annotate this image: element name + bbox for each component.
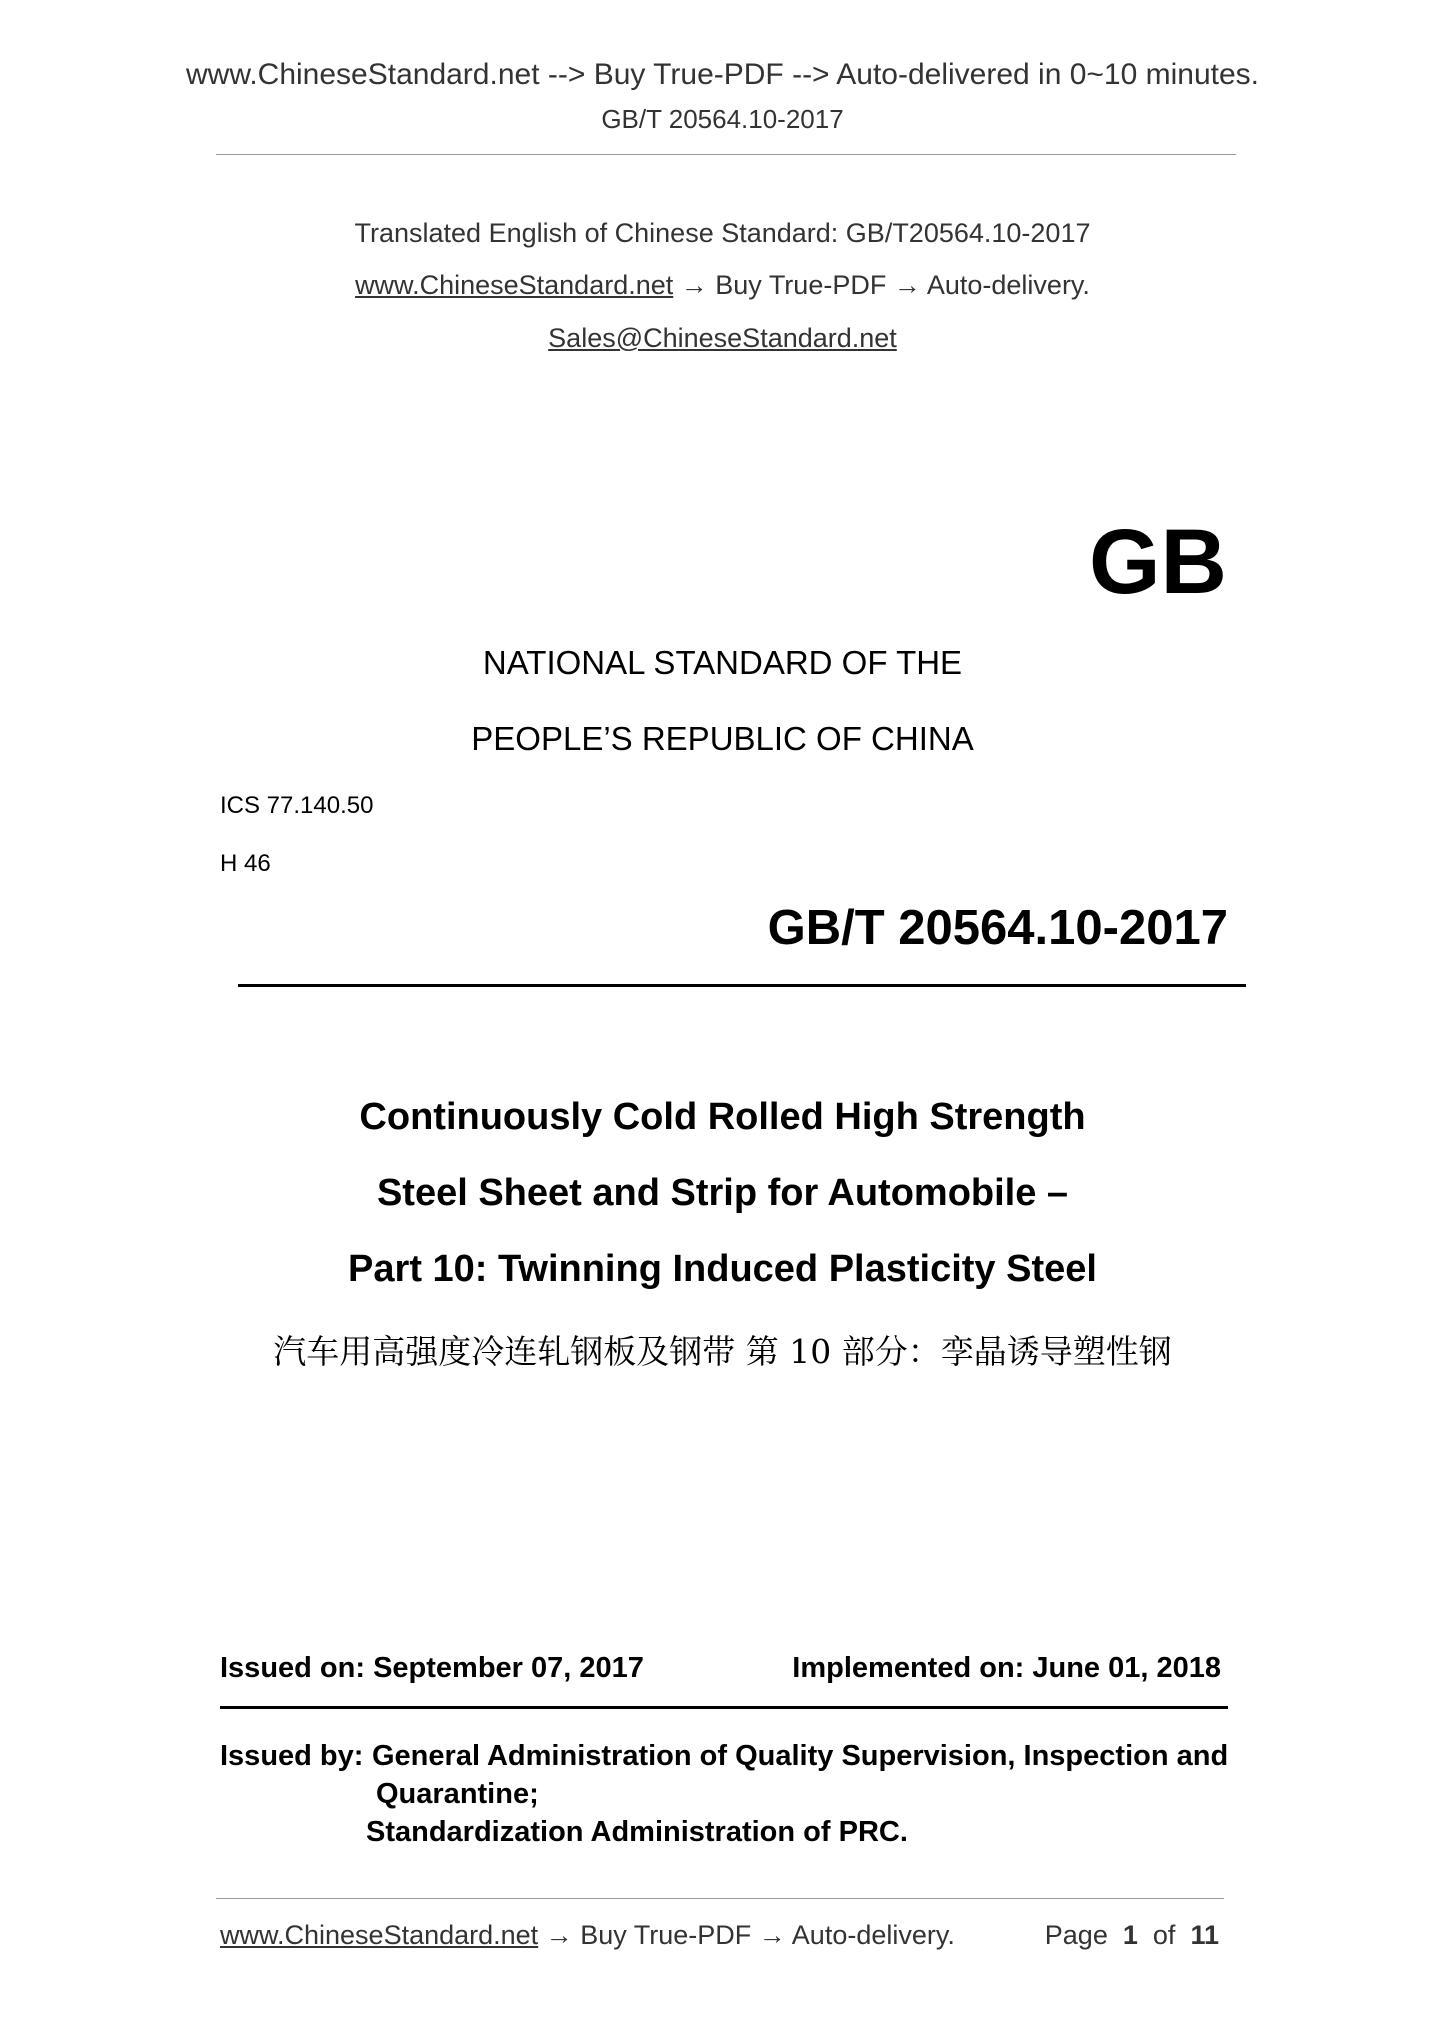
arrow-right-icon: → — [893, 270, 921, 300]
title-line-3: Part 10: Twinning Induced Plasticity Steel — [348, 1248, 1097, 1290]
buy-true-pdf-text: Buy True-PDF — [715, 270, 887, 300]
title-chinese: 汽车用高强度冷连轧钢板及钢带 第 10 部分：孪晶诱导塑性钢 — [273, 1332, 1172, 1371]
national-standard-line-2: PEOPLE’S REPUBLIC OF CHINA — [471, 720, 974, 757]
footer-buy-text: Buy True-PDF — [580, 1920, 752, 1950]
footer-site-link[interactable]: www.ChineseStandard.net — [220, 1920, 539, 1950]
footer-divider — [216, 1898, 1224, 1899]
issued-by-line-2: Quarantine; — [376, 1778, 539, 1810]
page-label: Page — [1044, 1920, 1108, 1950]
site-link[interactable]: www.ChineseStandard.net — [355, 270, 674, 300]
email-row — [0, 323, 1445, 354]
standard-number: GB/T 20564.10-2017 — [767, 901, 1228, 955]
implemented-on: Implemented on: June 01, 2018 — [792, 1652, 1221, 1684]
arrow-right-icon: → — [680, 270, 708, 300]
arrow-right-icon: → — [758, 1920, 786, 1950]
translation-links — [0, 270, 1445, 301]
header-divider — [216, 154, 1236, 155]
issued-by-line-3: Standardization Administration of PRC. — [366, 1816, 908, 1848]
title-line-2: Steel Sheet and Strip for Automobile – — [376, 1172, 1069, 1214]
page-number: 1 — [1122, 1920, 1138, 1950]
number-rule — [238, 984, 1246, 987]
arrow-right-icon: → — [545, 1920, 573, 1950]
translation-line: Translated English of Chinese Standard: GB/T20564.10-2017 — [354, 218, 1091, 248]
footer-links — [220, 1920, 955, 1951]
title-line-1: Continuously Cold Rolled High Strength — [359, 1096, 1086, 1138]
ics-code: ICS 77.140.50 — [220, 792, 374, 819]
header-doc-id: GB/T 20564.10-2017 — [601, 104, 844, 134]
issued-by-line-1: General Administration of Quality Supervision, Inspection and — [372, 1740, 1229, 1772]
dates-rule — [220, 1706, 1228, 1709]
page-indicator — [1045, 1920, 1219, 1951]
page-total: 11 — [1190, 1920, 1219, 1950]
footer-auto-text: Auto-delivery. — [791, 1920, 955, 1950]
auto-delivery-text: Auto-delivery. — [926, 270, 1090, 300]
header-top-line: www.ChineseStandard.net --> Buy True-PDF --> Auto-delivered in 0~10 minutes. — [185, 58, 1260, 91]
issued-by-label: Issued by: — [220, 1740, 364, 1772]
gb-logo: GB — [1089, 511, 1227, 613]
issued-on: Issued on: September 07, 2017 — [220, 1652, 644, 1684]
national-standard-line-1: NATIONAL STANDARD OF THE — [482, 644, 963, 681]
h-code: H 46 — [220, 850, 271, 877]
sales-email-link[interactable]: Sales@ChineseStandard.net — [548, 323, 897, 353]
of-label: of — [1152, 1920, 1176, 1950]
